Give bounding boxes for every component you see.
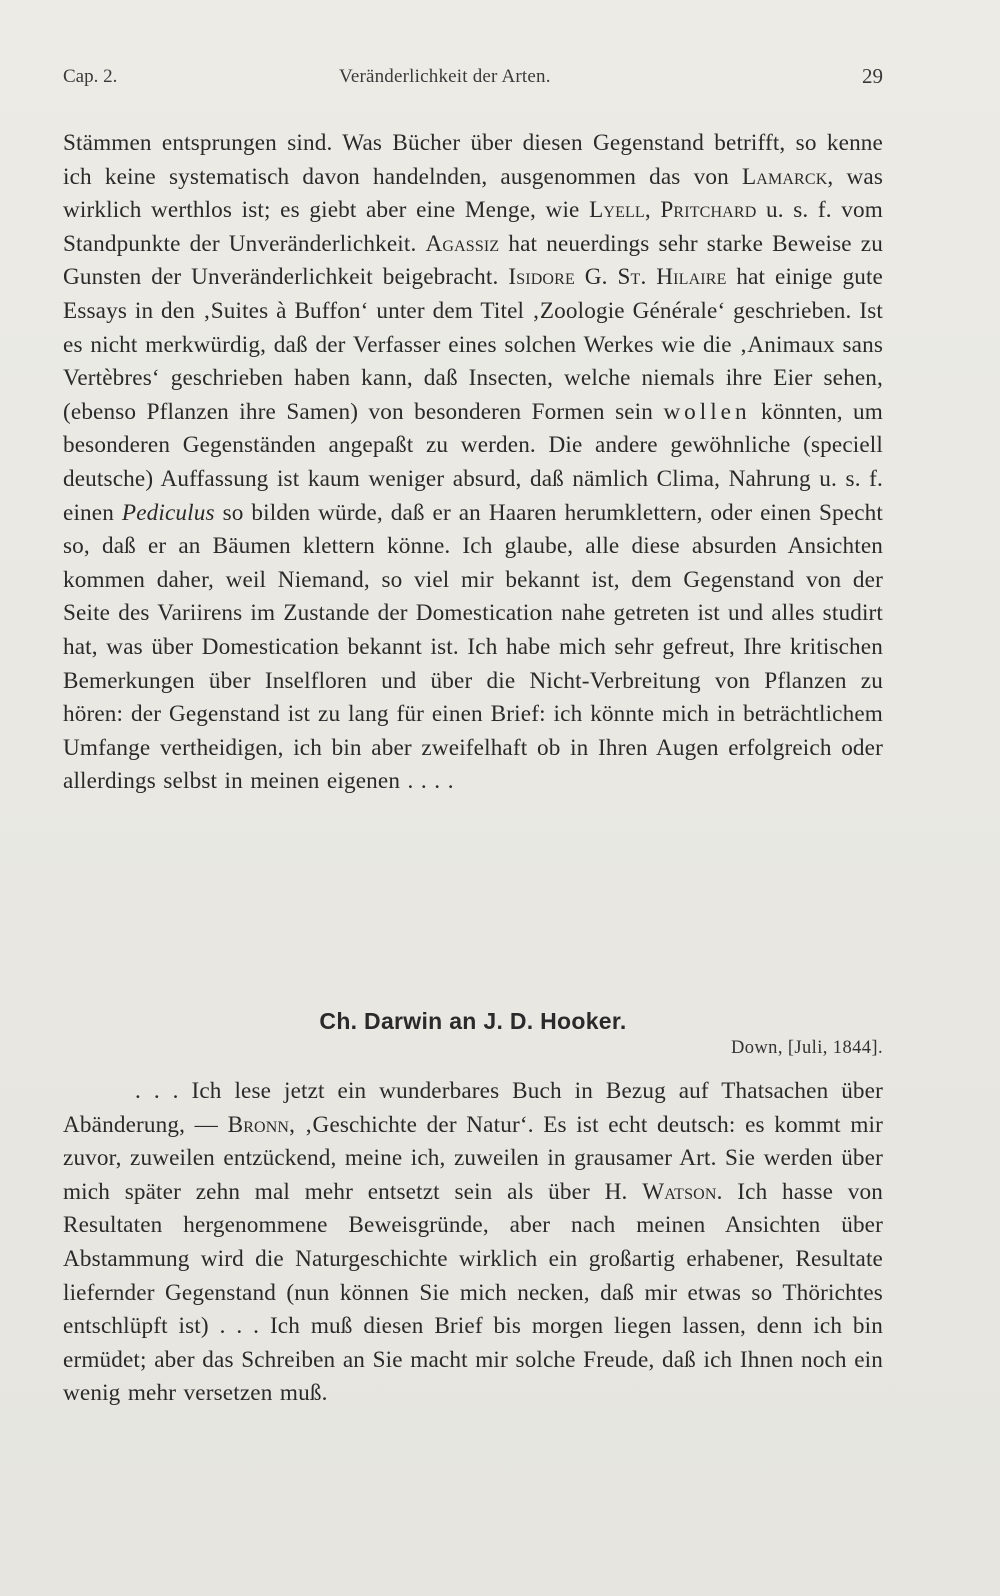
page-number: 29 — [862, 64, 883, 88]
letter-heading: Ch. Darwin an J. D. Hooker. — [319, 1008, 627, 1034]
name-pritchard: Pritchard — [660, 197, 757, 224]
name-lamarck: Lamarck — [741, 163, 828, 190]
name-isidore: Isidore G. St. Hilaire — [508, 264, 727, 291]
letter-dateline: Down, [Juli, 1844]. — [731, 1038, 883, 1058]
text-run: könnten, um besonderen Gegenständen angepaßt zu werden. Die andere gewöhnliche (speciell deutsche) Auffassung ist kaum weniger absurd, daß nämlich Clima, Nahrung u. s. f. einen — [63, 398, 883, 526]
letter-body — [63, 1075, 883, 1411]
running-header — [63, 66, 883, 96]
text-run: Stämmen entsprungen sind. Was Bücher über diesen Gegenstand betrifft, so kenne ich keine systematisch davon handelnden, ausgenommen das von — [63, 130, 883, 190]
text-run: , — [644, 197, 661, 224]
text-run: . Ich hasse von Resultaten hergenommene Beweisgründe, aber nach meinen Ansichten über Abstammung wird die Naturgeschichte wirklich ein großartig erhabener, Resultate liefernder Gegenstand (nun können Sie mich necken, daß mir etwas so Thörichtes entschlüpft ist) . . . Ich muß diesen Brief bis morgen liegen lassen, denn ich bin ermüdet; aber das Schreiben an Sie macht mir solche Freude, daß ich Ihnen noch ein wenig mehr versetzen muß. — [63, 1178, 883, 1407]
spaced-word: wollen — [663, 398, 751, 425]
paragraph-1 — [63, 127, 883, 799]
running-title: Veränderlichkeit der Arten. — [339, 66, 551, 87]
text-run: so bilden würde, daß er an Haaren herumklettern, oder einen Specht so, daß er an Bäumen klettern könne. Ich glaube, alle diese absurden Ansichten kommen daher, weil Niemand, so viel mir bekannt ist, dem Gegenstand von der Seite des Variirens im Zustande der Domestication nahe getreten ist und alles studirt hat, was über Domestication bekannt ist. Ich habe mich sehr gefreut, Ihre kritischen Bemerkungen über Inselfloren und über die Nicht-Verbreitung von Pflanzen zu hören: der Gegenstand ist zu lang für einen Brief: ich könnte mich in beträchtlichem Umfange vertheidigen, ich bin aber zweifelhaft ob in Ihren Augen erfolgreich oder allerdings selbst in meinen eigenen . . . . — [63, 499, 883, 795]
text-run: hat neuerdings sehr starke Beweise zu Gunsten der Unveränderlichkeit beigebracht. — [63, 230, 883, 291]
text-run: hat einige gute Essays in den ‚Suites à Buffon‘ unter dem Titel ‚Zoologie Générale‘ geschrieben. Ist es nicht merkwürdig, daß der Verfasser eines solchen Werkes wie die ‚Animaux sans Vertèbres‘ geschrieben haben kann, daß Insecten, welche niemals ihre Eier sehen, (ebenso Pflanzen ihre Samen) von besonderen Formen sein — [63, 264, 883, 425]
italic-pediculus: Pediculus — [121, 499, 215, 526]
text-run: u. s. f. vom Standpunkte der Unveränderlichkeit. — [63, 197, 883, 257]
name-watson: Watson — [642, 1178, 717, 1205]
text-run: . . . Ich lese jetzt ein wunderbares Buch in Bezug auf Thatsachen über Abänderung, — — [63, 1078, 883, 1138]
body-paragraph — [63, 127, 883, 799]
text-run: , was wirklich werthlos ist; es giebt aber eine Menge, wie — [63, 163, 883, 224]
text-run: , ‚Geschichte der Natur‘. Es ist echt deutsch: es kommt mir zuvor, zuweilen entzückend, meine ich, zuweilen in grausamer Art. Sie werden über mich später zehn mal mehr entsetzt sein als über H. — [63, 1111, 883, 1205]
name-agassiz: Agassiz — [425, 230, 500, 257]
chapter-label: Cap. 2. — [63, 66, 118, 87]
name-lyell: Lyell — [589, 197, 645, 224]
letter-paragraph — [63, 1075, 883, 1411]
name-bronn: Bronn — [227, 1111, 290, 1138]
